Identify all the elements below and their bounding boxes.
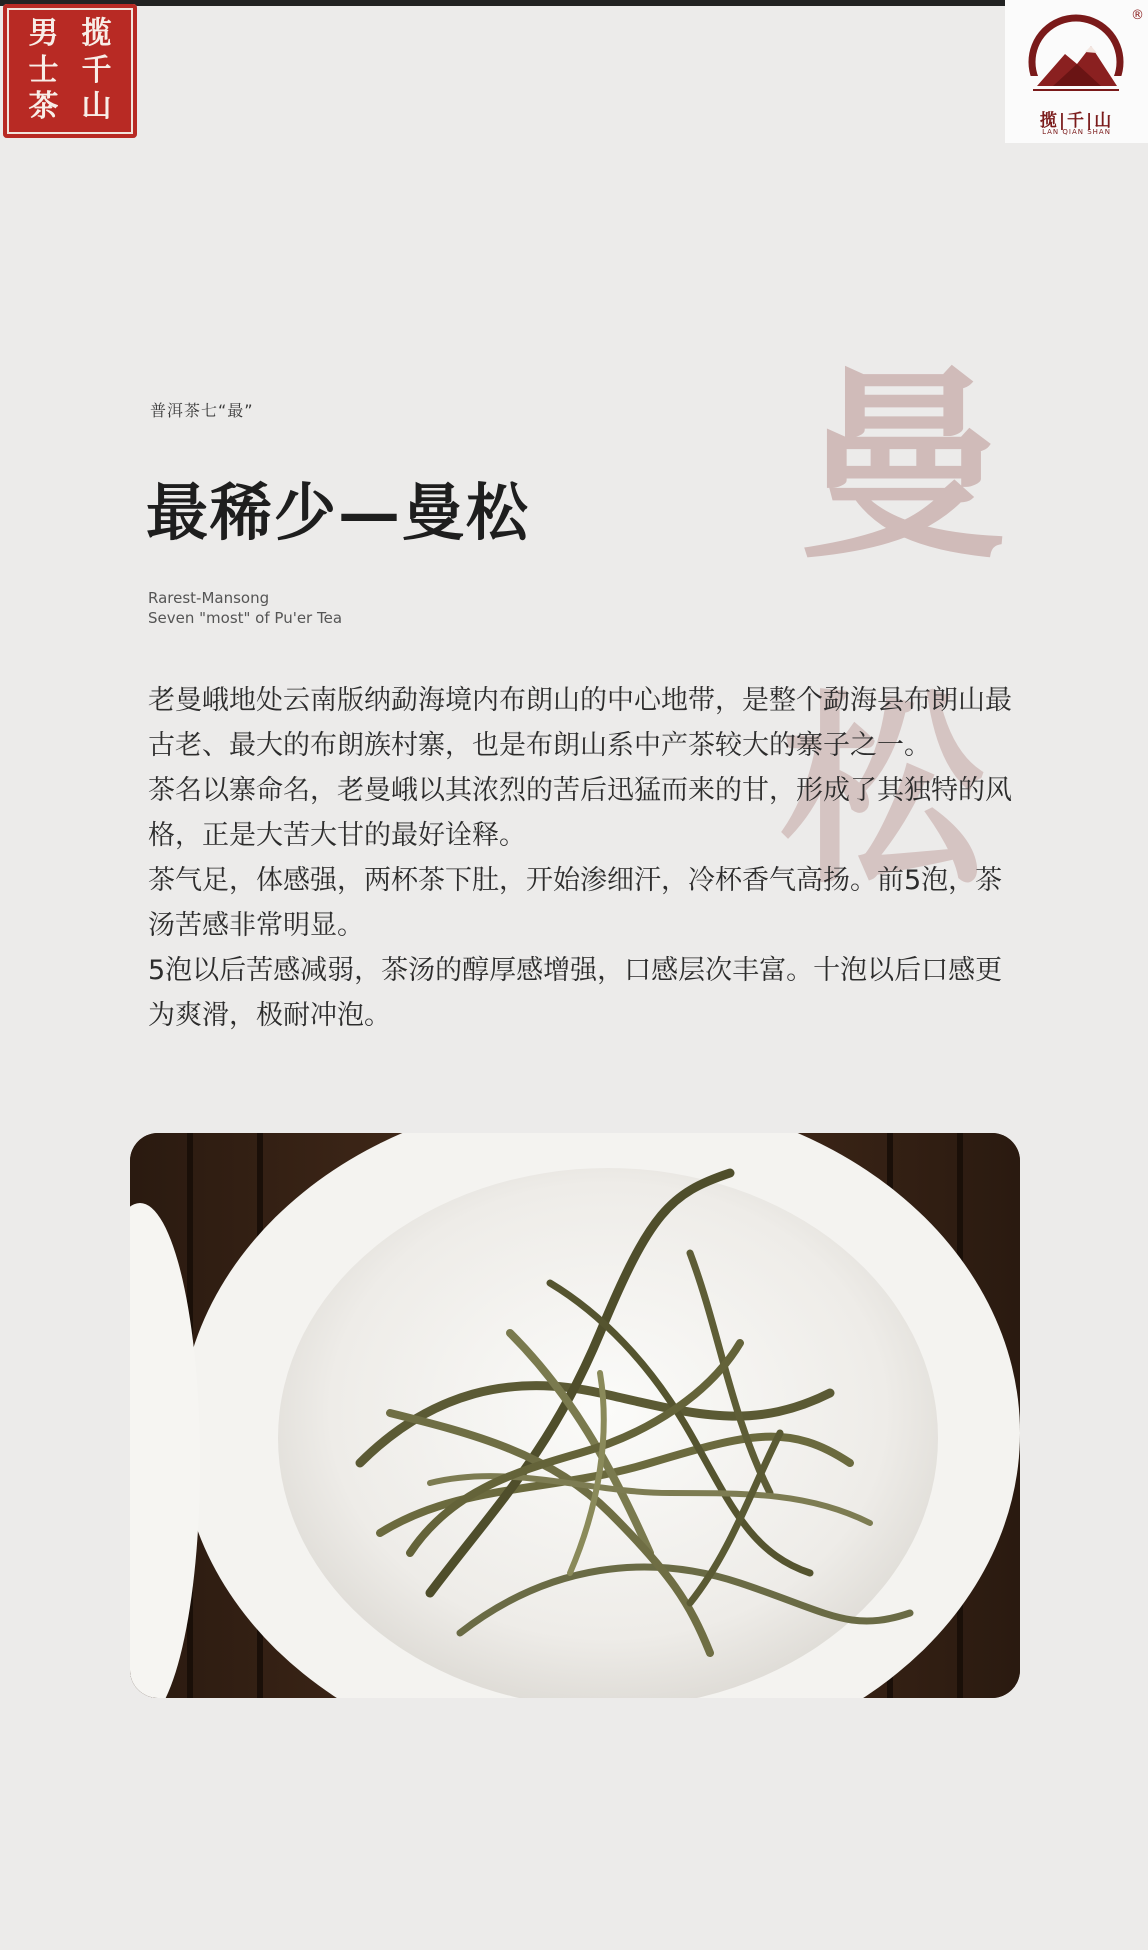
paragraph: 茶气足，体感强，两杯茶下肚，开始渗细汗，冷杯香气高扬。前5泡，茶汤苦感非常明显。 <box>148 865 1003 941</box>
seal-char: 揽 <box>81 16 112 51</box>
seal-char: 士 <box>28 52 59 88</box>
seal-char: 山 <box>81 89 112 125</box>
seal-stamp-logo <box>3 4 137 138</box>
paragraph: 5泡以后苦感减弱，茶汤的醇厚感增强，口感层次丰富。十泡以后口感更为爽滑，极耐冲泡。 <box>148 955 1003 1031</box>
english-subtitle <box>148 588 342 628</box>
mountain-logo-icon <box>1013 6 1140 106</box>
seal-char: 茶 <box>28 89 59 125</box>
english-line: Seven "most" of Pu'er Tea <box>148 609 343 627</box>
decorative-character: 松 <box>780 672 985 912</box>
paragraph: 老曼峨地处云南版纳勐海境内布朗山的中心地带，是整个勐海县布朗山最古老、最大的布朗族村寨，也是布朗山系中产茶较大的寨子之一。 <box>148 685 1012 761</box>
paragraph: 茶名以寨命名，老曼峨以其浓烈的苦后迅猛而来的甘，形成了其独特的风格，正是大苦大甘的最好诠释。 <box>148 775 1012 851</box>
seal-char: 男 <box>28 16 59 51</box>
description <box>148 672 1018 1038</box>
english-line: Rarest-Mansong <box>148 589 270 607</box>
tea-leaves-photo <box>130 1133 1020 1698</box>
page-title: 最稀少—曼松 <box>146 476 531 549</box>
series-tag: 普洱茶七“最” <box>150 401 254 420</box>
seal-char: 千 <box>81 52 112 88</box>
brand-subtitle: LAN QIAN SHAN <box>1042 128 1111 136</box>
registered-mark: ® <box>1131 8 1144 23</box>
top-border <box>0 0 1005 6</box>
brand-logo <box>1005 0 1148 143</box>
brand-name: 揽|千|山 <box>1039 111 1114 131</box>
decorative-character: 曼 <box>800 347 1005 587</box>
